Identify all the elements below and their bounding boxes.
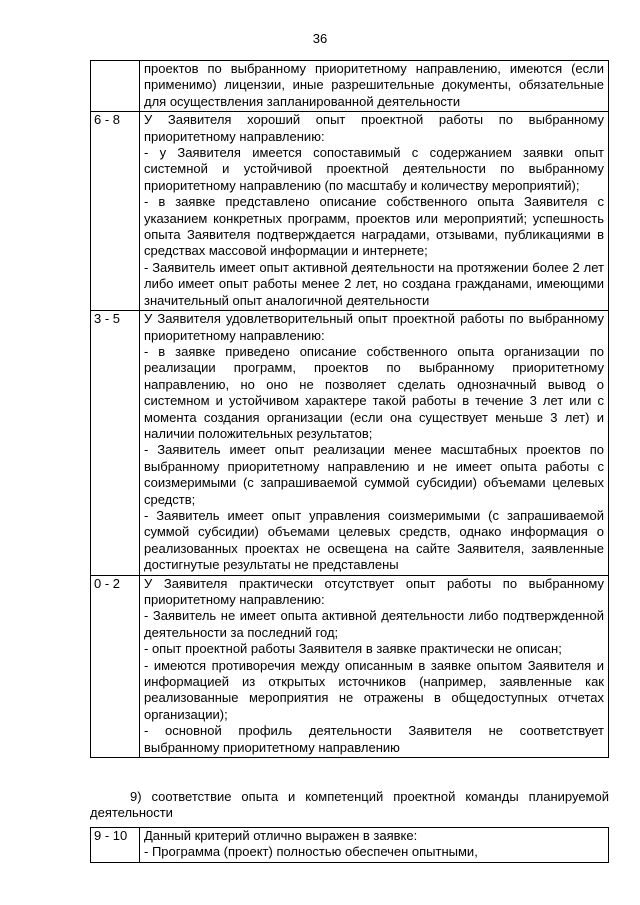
table-row	[91, 311, 609, 576]
page-number: 36	[312, 31, 328, 46]
description-line: проектов по выбранному приоритетному направлению, имеются (если применимо) лицензии, иные разрешительные документы, обязательные для осуществления запланированной деятельности	[144, 61, 604, 109]
score-cell: 0 - 2	[91, 575, 140, 757]
description-line: Данный критерий отлично выражен в заявке:	[144, 828, 418, 843]
table-row	[91, 828, 609, 863]
description-line: - Заявитель не имеет опыта активной деятельности либо подтвержденной деятельности за последний год;	[144, 608, 604, 640]
score-cell: 9 - 10	[91, 828, 140, 863]
description-line: - Заявитель имеет опыт реализации менее масштабных проектов по выбранному приоритетному направлению и не имеет опыта работы с соизмеримыми (с запрашиваемой суммой субсидии) объемами целевых средств;	[144, 442, 604, 507]
description-line: - Заявитель имеет опыт активной деятельности на протяжении более 2 лет либо имеет опыт работы менее 2 лет, но создана гражданами, имеющими значительный опыт аналогичной деятельности	[144, 259, 604, 308]
description-cell	[140, 112, 609, 311]
description-cell	[140, 311, 609, 576]
table-row	[91, 61, 609, 112]
description-line: - Заявитель имеет опыт управления соизмеримыми (с запрашиваемой суммой субсидии) объемами целевых средств, однако информация о реализованных проектах не освещена на сайте Заявителя, заявленные достигнутые результаты не представлены	[144, 507, 604, 573]
description-line: - в заявке приведено описание собственного опыта организации по реализации программ, проектов по выбранному приоритетному направлению, но оно не позволяет сделать однозначный вывод о системном и устойчивом характере такой работы в течение 3 лет или с момента создания организации (если она существует меньше 3 лет) и наличии положительных результатов;	[144, 343, 604, 441]
table-row	[91, 112, 609, 311]
description-line: - опыт проектной работы Заявителя в заявке практически не описан;	[144, 641, 562, 657]
description-line: - основной профиль деятельности Заявителя не соответствует выбранному приоритетному направлению	[144, 723, 604, 755]
description-line: - в заявке представлено описание собственного опыта Заявителя с указанием конкретных программ, проектов или мероприятий; успешность опыта Заявителя подтверждается наградами, отзывами, публикациями в средствах массовой информации и интернете;	[144, 194, 604, 259]
criteria-table	[90, 60, 609, 758]
description-line: - Программа (проект) полностью обеспечен опытными,	[144, 844, 478, 860]
description-line: - имеются противоречия между описанным в заявке опытом Заявителя и информацией из открытых источников (например, заявленные как реализованные мероприятия не отражены в общедоступных отчетах организации);	[144, 657, 604, 722]
description-line: - у Заявителя имеется сопоставимый с содержанием заявки опыт системной и устойчивой проектной деятельности по выбранному приоритетному направлению (по масштабу и количеству мероприятий);	[144, 145, 604, 193]
description-cell	[140, 575, 609, 757]
score-cell: 3 - 5	[91, 311, 140, 576]
description-line: У Заявителя удовлетворительный опыт проектной работы по выбранному приоритетному направлению:	[144, 311, 604, 343]
description-cell	[140, 828, 609, 863]
table-row	[91, 575, 609, 757]
score-cell: 6 - 8	[91, 112, 140, 311]
score-cell	[91, 61, 140, 112]
description-cell	[140, 61, 609, 112]
criteria-table-continued	[90, 827, 609, 863]
description-line: У Заявителя практически отсутствует опыт работы по выбранному приоритетному направлению:	[144, 575, 604, 607]
criterion-heading	[90, 789, 609, 822]
description-line: У Заявителя хороший опыт проектной работы по выбранному приоритетному направлению:	[144, 112, 604, 144]
criterion-heading-text: 9) соответствие опыта и компетенций проектной команды планируемой деятельности	[90, 789, 609, 821]
